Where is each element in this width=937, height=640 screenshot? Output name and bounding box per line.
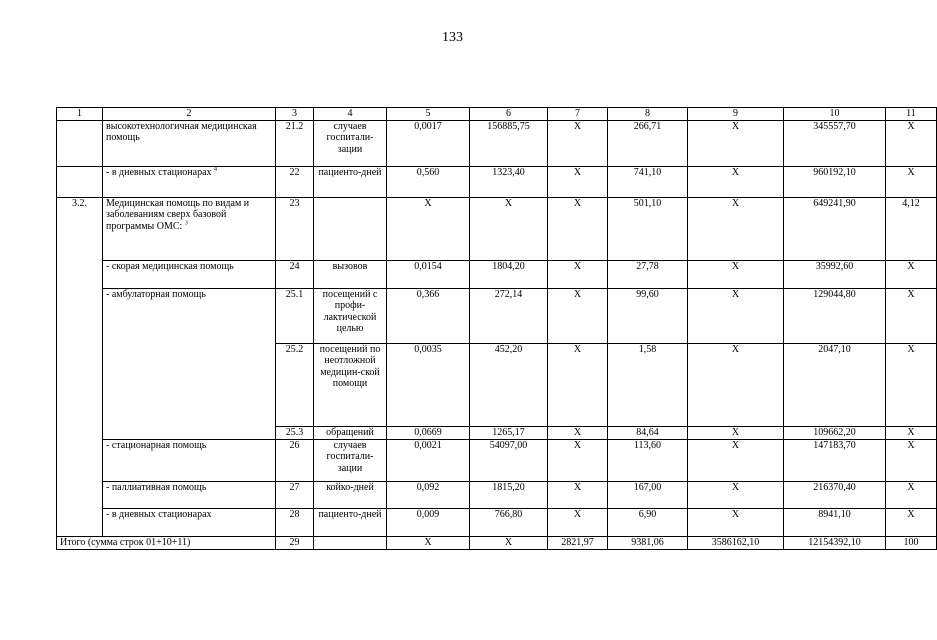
cell-col6: 1265,17 xyxy=(470,426,548,439)
cell-col5: 0,092 xyxy=(387,481,470,508)
cell-col8: 6,90 xyxy=(608,508,688,536)
cell-col11: 4,12 xyxy=(886,197,937,260)
cell-col7: X xyxy=(548,288,608,343)
cell-col6: 272,14 xyxy=(470,288,548,343)
row-name: - скорая медицинская помощь xyxy=(103,260,276,288)
cell-col9: X xyxy=(688,197,784,260)
row-number: 3.2. xyxy=(57,197,103,536)
cell-col7: X xyxy=(548,260,608,288)
row-name: Медицинская помощь по видам и заболеваниям сверх базовой программы ОМС: xyxy=(106,197,250,232)
header-cell: 5 xyxy=(387,108,470,121)
cell-col11: X xyxy=(886,426,937,439)
row-line: 22 xyxy=(276,166,314,197)
cell-col5: 0,0017 xyxy=(387,120,470,166)
cell-col8: 1,58 xyxy=(608,343,688,426)
cell-col9: X xyxy=(688,120,784,166)
cell-col11: X xyxy=(886,439,937,481)
row-line: 25.1 xyxy=(276,288,314,343)
row-name: - в дневных стационарах xyxy=(106,166,212,178)
header-cell: 1 xyxy=(57,108,103,121)
row-unit: случаев госпитали-зации xyxy=(314,120,387,166)
cell-col8: 167,00 xyxy=(608,481,688,508)
cell-col6: X xyxy=(470,197,548,260)
table-row xyxy=(57,288,937,343)
cell-col7: X xyxy=(548,439,608,481)
cell-col6: 156885,75 xyxy=(470,120,548,166)
cell-col8: 27,78 xyxy=(608,260,688,288)
total-row xyxy=(57,536,937,549)
row-name: - амбулаторная помощь xyxy=(103,288,276,439)
total-col11: 100 xyxy=(886,536,937,549)
row-name-cell xyxy=(103,166,276,197)
cell-col10: 960192,10 xyxy=(784,166,886,197)
table-row xyxy=(57,120,937,166)
table-row xyxy=(57,166,937,197)
cell-col5: 0,0154 xyxy=(387,260,470,288)
cell-col11: X xyxy=(886,166,937,197)
row-number-cell xyxy=(57,120,103,166)
header-cell: 6 xyxy=(470,108,548,121)
table-row xyxy=(57,260,937,288)
row-unit: койко-дней xyxy=(314,481,387,508)
cell-col7: X xyxy=(548,166,608,197)
footnote-mark: 4 xyxy=(214,166,218,173)
total-col10: 12154392,10 xyxy=(784,536,886,549)
row-line: 23 xyxy=(276,197,314,260)
cell-col10: 216370,40 xyxy=(784,481,886,508)
total-label: Итого (сумма строк 01+10+11) xyxy=(57,536,276,549)
cell-col10: 2047,10 xyxy=(784,343,886,426)
header-cell: 2 xyxy=(103,108,276,121)
cell-col8: 266,71 xyxy=(608,120,688,166)
row-name: - паллиативная помощь xyxy=(103,481,276,508)
header-cell: 3 xyxy=(276,108,314,121)
header-row xyxy=(57,108,937,121)
row-number-cell xyxy=(57,166,103,197)
cell-col5: 0,0669 xyxy=(387,426,470,439)
cell-col10: 345557,70 xyxy=(784,120,886,166)
cell-col5: 0,0035 xyxy=(387,343,470,426)
row-name-cell xyxy=(103,197,276,260)
cell-col6: 1804,20 xyxy=(470,260,548,288)
cell-col6: 766,80 xyxy=(470,508,548,536)
total-col9: 3586162,10 xyxy=(688,536,784,549)
header-cell: 4 xyxy=(314,108,387,121)
row-line: 25.3 xyxy=(276,426,314,439)
cell-col6: 452,20 xyxy=(470,343,548,426)
row-line: 27 xyxy=(276,481,314,508)
cell-col9: X xyxy=(688,288,784,343)
cell-col11: X xyxy=(886,508,937,536)
table-row xyxy=(57,508,937,536)
page-number: 133 xyxy=(442,30,463,45)
cell-col7: X xyxy=(548,481,608,508)
cell-col10: 129044,80 xyxy=(784,288,886,343)
cell-col11: X xyxy=(886,343,937,426)
cell-col8: 113,60 xyxy=(608,439,688,481)
row-line: 26 xyxy=(276,439,314,481)
cell-col5: 0,009 xyxy=(387,508,470,536)
cell-col10: 649241,90 xyxy=(784,197,886,260)
cell-col8: 99,60 xyxy=(608,288,688,343)
cell-col6: 54097,00 xyxy=(470,439,548,481)
cell-col9: X xyxy=(688,426,784,439)
total-unit xyxy=(314,536,387,549)
row-line: 25.2 xyxy=(276,343,314,426)
cell-col11: X xyxy=(886,481,937,508)
cell-col7: X xyxy=(548,120,608,166)
cell-col7: X xyxy=(548,508,608,536)
cell-col10: 8941,10 xyxy=(784,508,886,536)
cell-col8: 741,10 xyxy=(608,166,688,197)
total-col5: X xyxy=(387,536,470,549)
cell-col7: X xyxy=(548,426,608,439)
total-col8: 9381,06 xyxy=(608,536,688,549)
cell-col8: 84,64 xyxy=(608,426,688,439)
table-row xyxy=(57,481,937,508)
cell-col9: X xyxy=(688,343,784,426)
row-name: высокотехнологичная медицинская помощь xyxy=(103,120,276,166)
header-cell: 11 xyxy=(886,108,937,121)
cell-col6: 1815,20 xyxy=(470,481,548,508)
header-cell: 8 xyxy=(608,108,688,121)
cell-col10: 35992,60 xyxy=(784,260,886,288)
cell-col9: X xyxy=(688,481,784,508)
row-unit: посещений с профи-лактической целью xyxy=(314,288,387,343)
total-line: 29 xyxy=(276,536,314,549)
cell-col5: 0,560 xyxy=(387,166,470,197)
row-unit: случаев госпитали-зации xyxy=(314,439,387,481)
cell-col6: 1323,40 xyxy=(470,166,548,197)
total-col7: 2821,97 xyxy=(548,536,608,549)
cell-col9: X xyxy=(688,439,784,481)
footnote-mark: 3 xyxy=(184,220,188,227)
header-cell: 9 xyxy=(688,108,784,121)
cell-col11: X xyxy=(886,120,937,166)
table-row xyxy=(57,197,937,260)
row-unit: пациенто-дней xyxy=(314,508,387,536)
cell-col9: X xyxy=(688,260,784,288)
cell-col9: X xyxy=(688,166,784,197)
row-unit: пациенто-дней xyxy=(314,166,387,197)
cell-col10: 147183,70 xyxy=(784,439,886,481)
cell-col5: X xyxy=(387,197,470,260)
header-cell: 7 xyxy=(548,108,608,121)
row-name: - стационарная помощь xyxy=(103,439,276,481)
row-unit: посещений по неотложной медицин-ской помощи xyxy=(314,343,387,426)
cell-col10: 109662,20 xyxy=(784,426,886,439)
row-name: - в дневных стационарах xyxy=(103,508,276,536)
row-unit: обращений xyxy=(314,426,387,439)
table-row xyxy=(57,439,937,481)
row-unit: вызовов xyxy=(314,260,387,288)
cell-col11: X xyxy=(886,260,937,288)
cell-col11: X xyxy=(886,288,937,343)
total-col6: X xyxy=(470,536,548,549)
row-line: 28 xyxy=(276,508,314,536)
row-unit xyxy=(314,197,387,260)
row-line: 24 xyxy=(276,260,314,288)
header-cell: 10 xyxy=(784,108,886,121)
cell-col9: X xyxy=(688,508,784,536)
cell-col7: X xyxy=(548,343,608,426)
row-line: 21.2 xyxy=(276,120,314,166)
cost-table xyxy=(56,107,937,550)
cell-col8: 501,10 xyxy=(608,197,688,260)
cell-col5: 0,366 xyxy=(387,288,470,343)
cell-col7: X xyxy=(548,197,608,260)
cell-col5: 0,0021 xyxy=(387,439,470,481)
